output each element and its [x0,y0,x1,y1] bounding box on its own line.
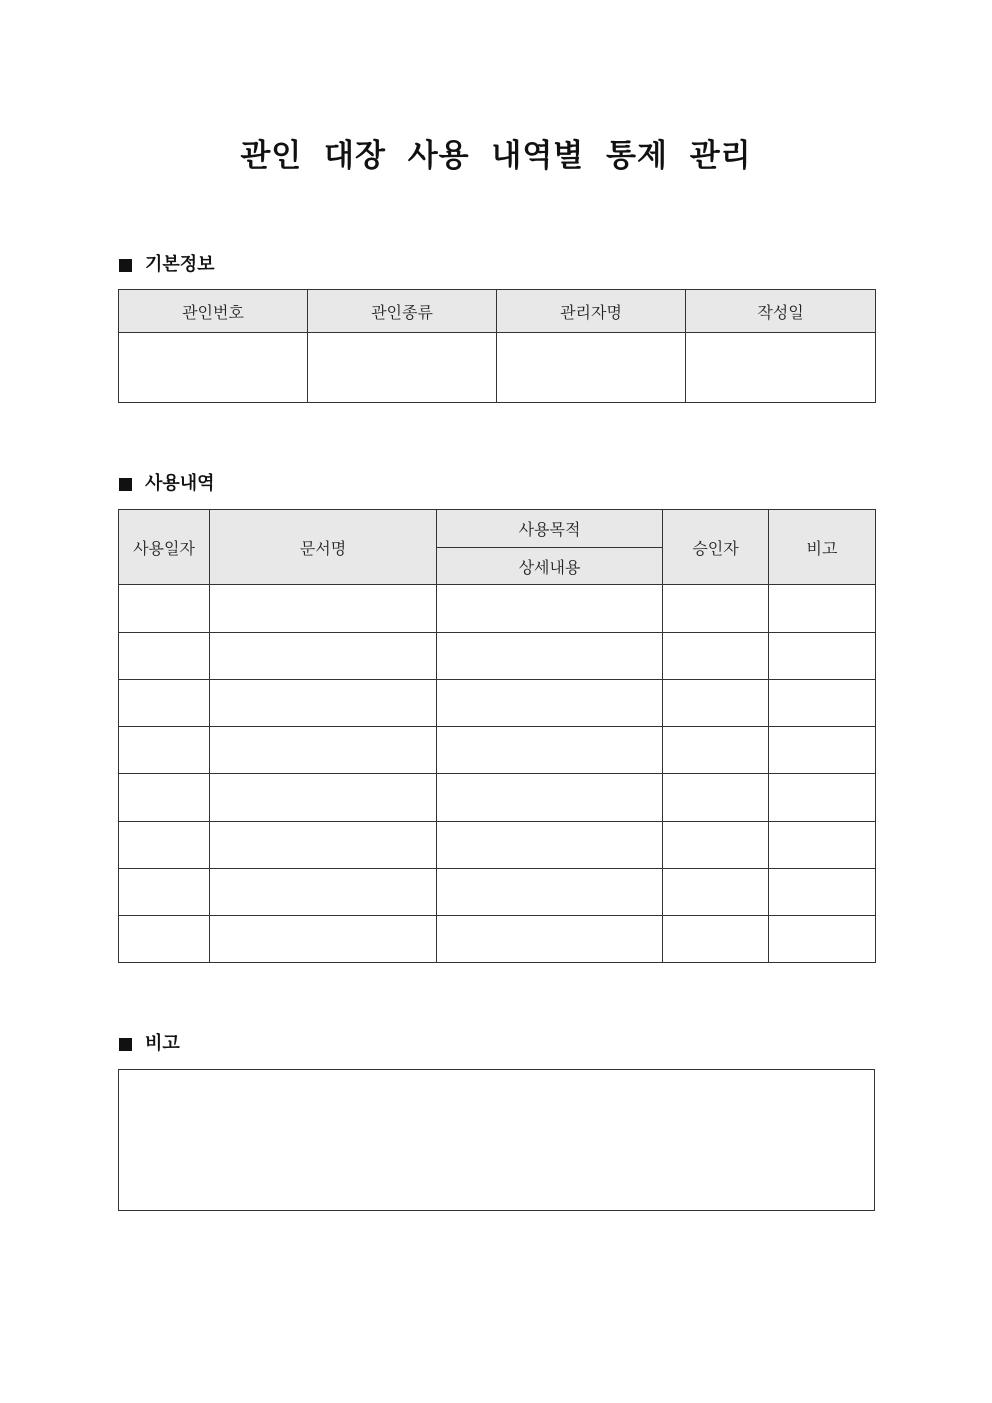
remarks-cell[interactable] [769,822,876,869]
table-row [119,727,876,774]
section-title: 사용내역 [145,473,215,494]
remarks-cell[interactable] [769,869,876,916]
approver-cell[interactable] [663,774,769,822]
approver-cell[interactable] [663,869,769,916]
table-row [119,916,876,963]
created-date-cell[interactable] [686,333,876,403]
remarks-cell[interactable] [769,727,876,774]
page-title: 관인 대장 사용 내역별 통제 관리 [240,138,752,174]
header-seal-type: 관인종류 [308,290,497,333]
purpose-detail-cell[interactable] [437,585,663,633]
seal-number-cell[interactable] [119,333,308,403]
notes-box[interactable] [118,1069,875,1211]
table-row [119,774,876,822]
document-name-cell[interactable] [210,822,437,869]
seal-type-cell[interactable] [308,333,497,403]
section-title: 비고 [145,1033,180,1054]
purpose-detail-cell[interactable] [437,916,663,963]
table-row [119,822,876,869]
basic-info-table [118,289,876,403]
purpose-detail-cell[interactable] [437,822,663,869]
header-approver: 승인자 [663,510,769,585]
usage-date-cell[interactable] [119,633,210,680]
header-remarks: 비고 [769,510,876,585]
purpose-detail-cell[interactable] [437,774,663,822]
purpose-detail-cell[interactable] [437,680,663,727]
document-name-cell[interactable] [210,585,437,633]
purpose-detail-cell[interactable] [437,633,663,680]
approver-cell[interactable] [663,680,769,727]
usage-date-cell[interactable] [119,680,210,727]
document-name-cell[interactable] [210,680,437,727]
section-heading-basic-info [119,253,215,277]
header-usage-date: 사용일자 [119,510,210,585]
table-row [119,585,876,633]
section-heading-notes [119,1032,180,1056]
usage-date-cell[interactable] [119,727,210,774]
square-bullet-icon [119,1038,132,1051]
document-name-cell[interactable] [210,869,437,916]
remarks-cell[interactable] [769,680,876,727]
usage-date-cell[interactable] [119,916,210,963]
usage-date-cell[interactable] [119,774,210,822]
remarks-cell[interactable] [769,916,876,963]
table-row [119,869,876,916]
usage-date-cell[interactable] [119,585,210,633]
approver-cell[interactable] [663,727,769,774]
header-created-date: 작성일 [686,290,876,333]
document-name-cell[interactable] [210,774,437,822]
usage-table [118,509,876,963]
header-document-name: 문서명 [210,510,437,585]
usage-date-cell[interactable] [119,869,210,916]
manager-name-cell[interactable] [497,333,686,403]
square-bullet-icon [119,478,132,491]
purpose-detail-cell[interactable] [437,727,663,774]
purpose-detail-cell[interactable] [437,869,663,916]
document-name-cell[interactable] [210,727,437,774]
approver-cell[interactable] [663,822,769,869]
header-usage-purpose: 사용목적 [437,510,663,548]
header-seal-number: 관인번호 [119,290,308,333]
table-header-row [119,510,876,548]
square-bullet-icon [119,259,132,272]
remarks-cell[interactable] [769,585,876,633]
document-name-cell[interactable] [210,633,437,680]
header-detail: 상세내용 [437,548,663,585]
approver-cell[interactable] [663,633,769,680]
header-manager-name: 관리자명 [497,290,686,333]
table-header-row [119,290,876,333]
table-row [119,680,876,727]
approver-cell[interactable] [663,585,769,633]
table-row [119,333,876,403]
table-row [119,633,876,680]
section-heading-usage [119,472,215,496]
usage-date-cell[interactable] [119,822,210,869]
remarks-cell[interactable] [769,633,876,680]
remarks-cell[interactable] [769,774,876,822]
section-title: 기본정보 [145,254,215,275]
approver-cell[interactable] [663,916,769,963]
document-name-cell[interactable] [210,916,437,963]
